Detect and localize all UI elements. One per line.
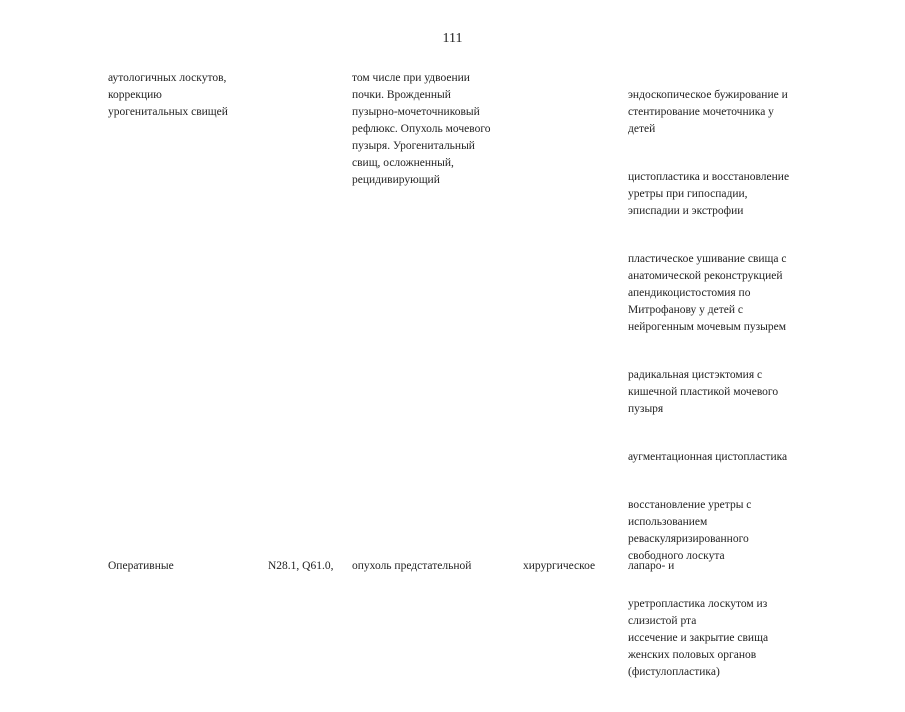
method-cell-text: аутологичных лоскутов, коррекцию урогенитальных свищей [108, 72, 228, 118]
treatment-item: аугментационная цистопластика [628, 451, 788, 463]
diagnosis-cell-text: том числе при удвоении почки. Врожденный пузырно-мочеточниковый рефлюкс. Опухоль мочевого пузыря. Урогенитальный свищ, осложненный, рецидивирующий [352, 72, 491, 186]
treatment-item: уретропластика лоскутом из слизистой рта иссечение и закрытие свища женских половых органов (фистулопластика) [628, 598, 769, 678]
treatment-item: радикальная цистэктомия с кишечной пластикой мочевого пузыря [628, 369, 779, 415]
row2-treatment: лапаро- и [628, 560, 675, 572]
treatment-item: эндоскопическое бужирование и стентирование мочеточника у детей [628, 89, 788, 135]
row2-codes: N28.1, Q61.0, [268, 560, 334, 572]
page-number: 111 [442, 31, 463, 46]
row2-method: Оперативные [108, 560, 174, 572]
treatment-item: восстановление уретры с использованием реваскуляризированного свободного лоскута [628, 499, 752, 562]
treatment-item: пластическое ушивание свища с анатомической реконструкцией апендикоцистостомия по Митрофанову у детей с нейрогенным мочевым пузырем [628, 253, 787, 333]
treatment-item: цистопластика и восстановление уретры при гипоспадии, эписпадии и экстрофии [628, 171, 790, 217]
treatment-list [628, 70, 828, 712]
row2-treatment-type: хирургическое [523, 560, 596, 572]
row2-diagnosis: опухоль предстательной [352, 560, 472, 572]
